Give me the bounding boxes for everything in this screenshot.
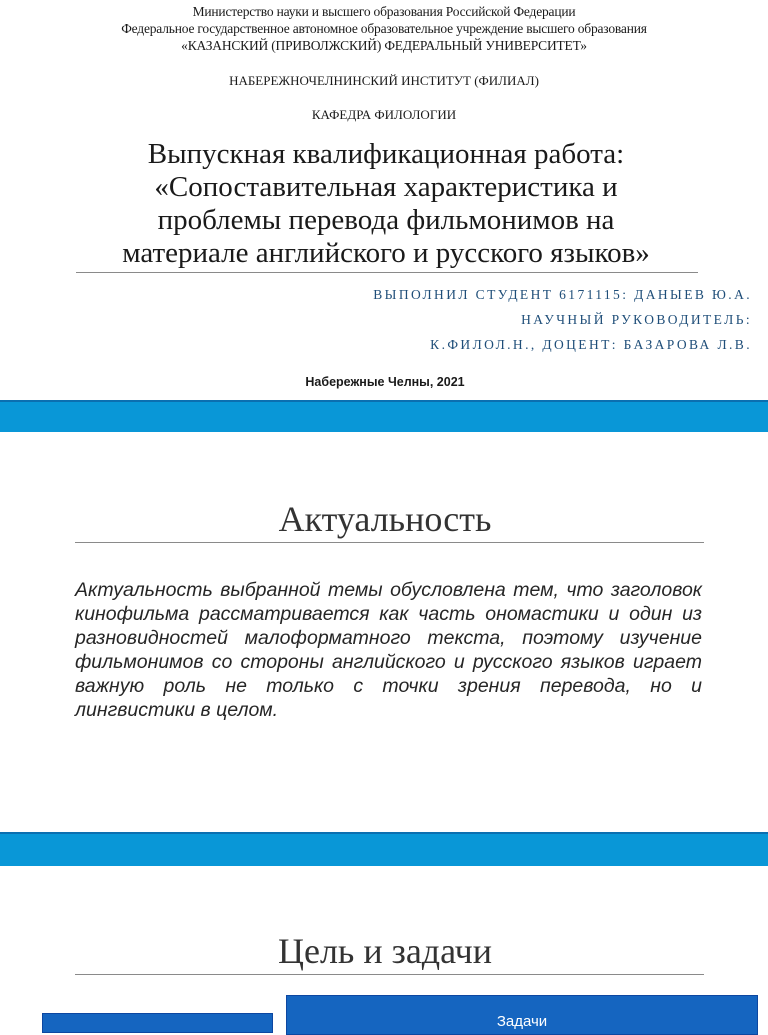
- thesis-title: [80, 138, 692, 270]
- goal-box: [42, 1013, 273, 1033]
- ministry-line: Министерство науки и высшего образования Российской Федерации: [192, 4, 576, 19]
- heading-divider: [75, 974, 704, 975]
- city-year: Набережные Челны, 2021: [305, 375, 465, 389]
- thesis-title-line: проблемы перевода фильмонимов на: [157, 204, 615, 236]
- branch-line: НАБЕРЕЖНОЧЕЛНИНСКИЙ ИНСТИТУТ (ФИЛИАЛ): [229, 73, 539, 88]
- slide-separator: [0, 832, 768, 866]
- institution-line: Федеральное государственное автономное образовательное учреждение высшего образования: [121, 21, 647, 36]
- title-divider: [76, 272, 698, 273]
- author-supervisor-name: К.ФИЛОЛ.Н., ДОЦЕНТ: БАЗАРОВА Л.В.: [430, 337, 752, 352]
- author-supervisor-label: НАУЧНЫЙ РУКОВОДИТЕЛЬ:: [521, 312, 752, 327]
- goals-heading: Цель и задачи: [277, 931, 493, 971]
- relevance-text: Актуальность выбранной темы обусловлена тем, что заголовок кинофильма рассматривается как часть ономастики и один из разновидностей малоформатного текста, поэтому изучение фильмонимов со стороны английского и русского языков играет важную роль не только с точки зрения перевода, но и лингвистики в целом.: [75, 579, 702, 721]
- tasks-box: [286, 995, 758, 1035]
- author-student: ВЫПОЛНИЛ СТУДЕНТ 6171115: ДАНЫЕВ Ю.А.: [373, 287, 752, 302]
- department-line: КАФЕДРА ФИЛОЛОГИИ: [311, 107, 457, 122]
- title-slide: [0, 0, 768, 400]
- tasks-label: Задачи: [496, 1013, 548, 1030]
- heading-divider: [75, 542, 704, 543]
- goals-slide: [0, 866, 768, 1030]
- slide-separator: [0, 400, 768, 432]
- thesis-title-line: Выпускная квалификационная работа:: [147, 138, 625, 170]
- relevance-slide: [0, 432, 768, 832]
- university-line: «КАЗАНСКИЙ (ПРИВОЛЖСКИЙ) ФЕДЕРАЛЬНЫЙ УНИВЕРСИТЕТ»: [181, 38, 587, 53]
- thesis-title-line: «Сопоставительная характеристика и: [154, 171, 618, 203]
- relevance-heading: Актуальность: [278, 499, 492, 539]
- thesis-title-line: материале английского и русского языков»: [122, 237, 650, 269]
